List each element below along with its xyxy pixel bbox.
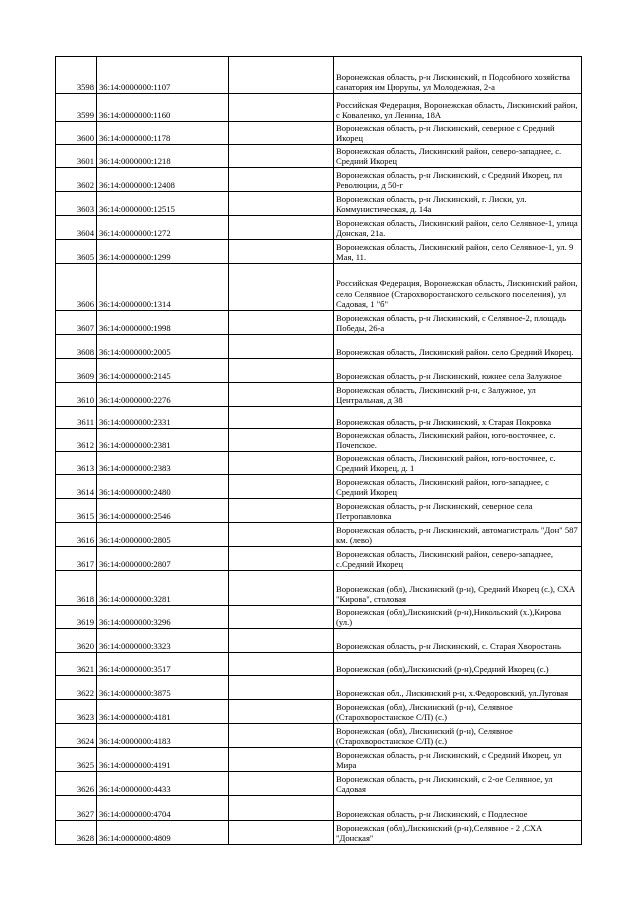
row-number-cell: 3606 <box>56 264 97 311</box>
table-row <box>56 264 582 311</box>
address-cell: Воронежская (обл),Лискинский (р-н),Никольский (х.),Кирова (ул.) <box>334 606 582 629</box>
cadastral-number-cell: 36:14:0000000:3875 <box>97 676 229 700</box>
address-cell: Воронежская область, Лискинский район, юго-западнее, с Средний Икорец <box>334 475 582 499</box>
cadastral-number-cell: 36:14:0000000:1299 <box>97 240 229 264</box>
address-cell: Воронежская область, р-н Лискинский, г. Лиски, ул. Коммунистическая, д. 14а <box>334 192 582 216</box>
empty-cell <box>229 145 334 168</box>
empty-cell <box>229 772 334 796</box>
empty-cell <box>229 676 334 700</box>
cadastral-number-cell: 36:14:0000000:3323 <box>97 629 229 653</box>
row-number-cell: 3625 <box>56 748 97 772</box>
row-number-cell: 3609 <box>56 359 97 383</box>
address-cell: Воронежская область, Лискинский район, село Селявное-1, улица Донская, 21а. <box>334 216 582 240</box>
row-number-cell: 3605 <box>56 240 97 264</box>
cadastral-number-cell: 36:14:0000000:3281 <box>97 571 229 606</box>
table-row <box>56 653 582 676</box>
address-cell: Воронежская область, Лискинский район, село Селявное-1, ул. 9 Мая, 11. <box>334 240 582 264</box>
table-row <box>56 700 582 724</box>
address-cell: Воронежская область, р-н Лискинский, с Средний Икорец, пл Революции, д 50-г <box>334 168 582 192</box>
row-number-cell: 3599 <box>56 94 97 122</box>
cadastral-number-cell: 36:14:0000000:4191 <box>97 748 229 772</box>
address-cell: Воронежская обл., Лискинский р-н, х.Федоровский, ул.Луговая <box>334 676 582 700</box>
cadastral-number-cell: 36:14:0000000:1160 <box>97 94 229 122</box>
registry-table-body <box>56 57 582 845</box>
row-number-cell: 3619 <box>56 606 97 629</box>
row-number-cell: 3611 <box>56 407 97 429</box>
table-row <box>56 145 582 168</box>
address-cell: Воронежская (обл), Лискинский (р-н), Средний Икорец (с.), СХА "Кирова", столовая <box>334 571 582 606</box>
table-row <box>56 407 582 429</box>
row-number-cell: 3620 <box>56 629 97 653</box>
empty-cell <box>229 429 334 452</box>
empty-cell <box>229 264 334 311</box>
address-cell: Воронежская область, Лискинский район, северо-западнее, с.Средний Икорец <box>334 547 582 571</box>
cadastral-number-cell: 36:14:0000000:1272 <box>97 216 229 240</box>
address-cell: Воронежская область, р-н Лискинский, с Селявное-2, площадь Победы, 26-а <box>334 311 582 335</box>
row-number-cell: 3604 <box>56 216 97 240</box>
table-row <box>56 94 582 122</box>
table-row <box>56 122 582 145</box>
empty-cell <box>229 216 334 240</box>
cadastral-number-cell: 36:14:0000000:1107 <box>97 57 229 94</box>
cadastral-number-cell: 36:14:0000000:2145 <box>97 359 229 383</box>
address-cell: Воронежская (обл), Лискинский (р-н), Селявное (Старохворостанское С/П) (с.) <box>334 724 582 748</box>
row-number-cell: 3607 <box>56 311 97 335</box>
empty-cell <box>229 523 334 547</box>
table-row <box>56 629 582 653</box>
row-number-cell: 3600 <box>56 122 97 145</box>
empty-cell <box>229 168 334 192</box>
cadastral-number-cell: 36:14:0000000:4183 <box>97 724 229 748</box>
row-number-cell: 3618 <box>56 571 97 606</box>
empty-cell <box>229 606 334 629</box>
row-number-cell: 3613 <box>56 452 97 475</box>
empty-cell <box>229 475 334 499</box>
table-row <box>56 168 582 192</box>
table-row <box>56 475 582 499</box>
table-row <box>56 676 582 700</box>
address-cell: Воронежская область, р-н Лискинский, с Подлесное <box>334 796 582 821</box>
row-number-cell: 3626 <box>56 772 97 796</box>
table-row <box>56 216 582 240</box>
empty-cell <box>229 452 334 475</box>
empty-cell <box>229 653 334 676</box>
table-row <box>56 499 582 523</box>
cadastral-number-cell: 36:14:0000000:2381 <box>97 429 229 452</box>
empty-cell <box>229 383 334 407</box>
address-cell: Воронежская область, р-н Лискинский, южнее села Залужное <box>334 359 582 383</box>
empty-cell <box>229 748 334 772</box>
address-cell: Воронежская область, р-н Лискинский, с. Старая Хворостань <box>334 629 582 653</box>
cadastral-number-cell: 36:14:0000000:2383 <box>97 452 229 475</box>
row-number-cell: 3628 <box>56 821 97 845</box>
address-cell: Воронежская область, Лискинский район, юго-восточнее, с. Средний Икорец, д. 1 <box>334 452 582 475</box>
cadastral-number-cell: 36:14:0000000:4181 <box>97 700 229 724</box>
row-number-cell: 3612 <box>56 429 97 452</box>
address-cell: Воронежская область, р-н Лискинский, х Старая Покровка <box>334 407 582 429</box>
row-number-cell: 3627 <box>56 796 97 821</box>
table-row <box>56 523 582 547</box>
cadastral-number-cell: 36:14:0000000:2276 <box>97 383 229 407</box>
cadastral-number-cell: 36:14:0000000:3517 <box>97 653 229 676</box>
empty-cell <box>229 700 334 724</box>
address-cell: Воронежская область, Лискинский район. село Средний Икорец. <box>334 335 582 359</box>
cadastral-number-cell: 36:14:0000000:3296 <box>97 606 229 629</box>
table-row <box>56 335 582 359</box>
address-cell: Российская Федерация, Воронежская область, Лискинский район, село Селявное (Старохворостанского сельского поселения), ул Садовая, 1 "б" <box>334 264 582 311</box>
table-row <box>56 724 582 748</box>
table-row <box>56 606 582 629</box>
cadastral-number-cell: 36:14:0000000:1178 <box>97 122 229 145</box>
row-number-cell: 3617 <box>56 547 97 571</box>
table-row <box>56 748 582 772</box>
empty-cell <box>229 192 334 216</box>
table-row <box>56 383 582 407</box>
row-number-cell: 3615 <box>56 499 97 523</box>
address-cell: Российская Федерация, Воронежская область, Лискинский район, с Коваленко, ул Ленина, 18А <box>334 94 582 122</box>
registry-table <box>55 56 582 845</box>
address-cell: Воронежская (обл),Лискинский (р-н),Средний Икорец (с.) <box>334 653 582 676</box>
cadastral-number-cell: 36:14:0000000:2805 <box>97 523 229 547</box>
cadastral-number-cell: 36:14:0000000:4809 <box>97 821 229 845</box>
cadastral-number-cell: 36:14:0000000:1314 <box>97 264 229 311</box>
cadastral-number-cell: 36:14:0000000:2807 <box>97 547 229 571</box>
empty-cell <box>229 311 334 335</box>
table-row <box>56 571 582 606</box>
table-row <box>56 796 582 821</box>
table-row <box>56 821 582 845</box>
empty-cell <box>229 122 334 145</box>
row-number-cell: 3623 <box>56 700 97 724</box>
table-row <box>56 192 582 216</box>
address-cell: Воронежская область, р-н Лискинский, с Средний Икорец, ул Мира <box>334 748 582 772</box>
table-row <box>56 311 582 335</box>
table-row <box>56 240 582 264</box>
row-number-cell: 3624 <box>56 724 97 748</box>
empty-cell <box>229 547 334 571</box>
table-row <box>56 547 582 571</box>
empty-cell <box>229 821 334 845</box>
table-row <box>56 429 582 452</box>
row-number-cell: 3621 <box>56 653 97 676</box>
cadastral-number-cell: 36:14:0000000:4433 <box>97 772 229 796</box>
address-cell: Воронежская область, Лискинский р-н, с Залужное, ул Центральная, д 38 <box>334 383 582 407</box>
cadastral-number-cell: 36:14:0000000:2480 <box>97 475 229 499</box>
row-number-cell: 3598 <box>56 57 97 94</box>
cadastral-number-cell: 36:14:0000000:12408 <box>97 168 229 192</box>
row-number-cell: 3622 <box>56 676 97 700</box>
cadastral-number-cell: 36:14:0000000:4704 <box>97 796 229 821</box>
empty-cell <box>229 240 334 264</box>
table-row <box>56 772 582 796</box>
table-row <box>56 359 582 383</box>
empty-cell <box>229 359 334 383</box>
empty-cell <box>229 94 334 122</box>
cadastral-number-cell: 36:14:0000000:1998 <box>97 311 229 335</box>
address-cell: Воронежская область, р-н Лискинский, п Подсобного хозяйства санатория им Цюрупы, ул Молодежная, 2-а <box>334 57 582 94</box>
cadastral-number-cell: 36:14:0000000:12515 <box>97 192 229 216</box>
cadastral-number-cell: 36:14:0000000:1218 <box>97 145 229 168</box>
empty-cell <box>229 499 334 523</box>
row-number-cell: 3616 <box>56 523 97 547</box>
row-number-cell: 3603 <box>56 192 97 216</box>
address-cell: Воронежская область, р-н Лискинский, северное с Средний Икорец <box>334 122 582 145</box>
cadastral-number-cell: 36:14:0000000:2005 <box>97 335 229 359</box>
empty-cell <box>229 571 334 606</box>
cadastral-number-cell: 36:14:0000000:2546 <box>97 499 229 523</box>
empty-cell <box>229 57 334 94</box>
address-cell: Воронежская (обл),Лискинский (р-н),Селявное - 2 ,СХА "Донская" <box>334 821 582 845</box>
address-cell: Воронежская область, р-н Лискинский, северное села Петропавловка <box>334 499 582 523</box>
address-cell: Воронежская область, р-н Лискинский, с 2-ое Селявное, ул Садовая <box>334 772 582 796</box>
address-cell: Воронежская область, Лискинский район, юго-восточнее, с. Почепское. <box>334 429 582 452</box>
cadastral-number-cell: 36:14:0000000:2331 <box>97 407 229 429</box>
row-number-cell: 3610 <box>56 383 97 407</box>
address-cell: Воронежская область, Лискинский район, северо-западнее, с. Средний Икорец <box>334 145 582 168</box>
table-row <box>56 452 582 475</box>
empty-cell <box>229 629 334 653</box>
address-cell: Воронежская область, р-н Лискинский, автомагистраль "Дон" 587 км. (лево) <box>334 523 582 547</box>
empty-cell <box>229 407 334 429</box>
row-number-cell: 3602 <box>56 168 97 192</box>
empty-cell <box>229 724 334 748</box>
row-number-cell: 3608 <box>56 335 97 359</box>
address-cell: Воронежская (обл), Лискинский (р-н), Селявное (Старохворостанское С/П) (с.) <box>334 700 582 724</box>
table-row <box>56 57 582 94</box>
empty-cell <box>229 796 334 821</box>
empty-cell <box>229 335 334 359</box>
row-number-cell: 3614 <box>56 475 97 499</box>
row-number-cell: 3601 <box>56 145 97 168</box>
